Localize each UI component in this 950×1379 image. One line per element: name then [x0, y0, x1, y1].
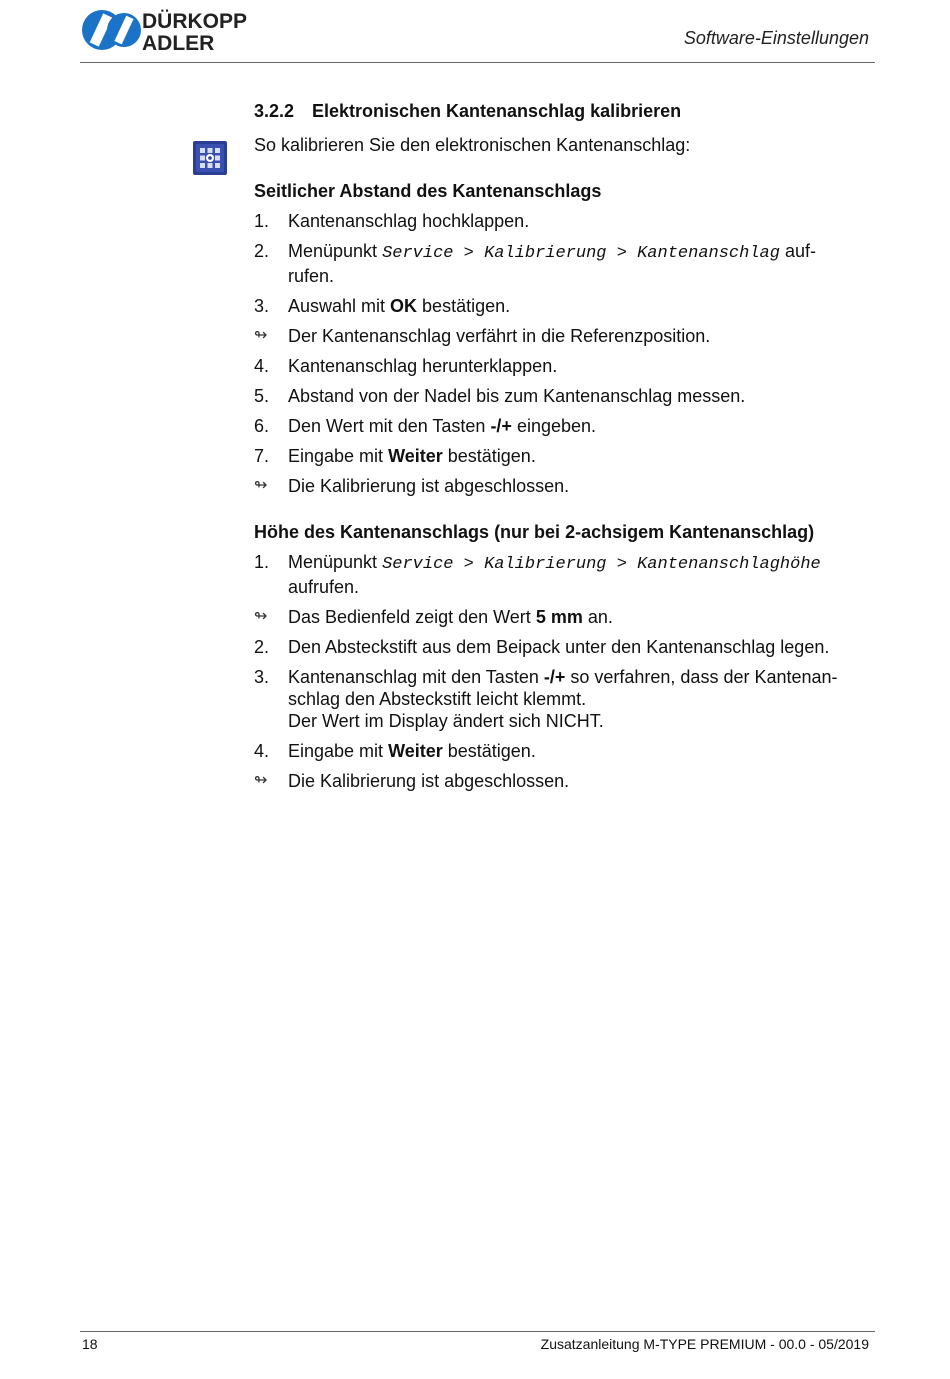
step-text: Kantenanschlag herunterklappen.	[288, 356, 558, 376]
key-label: -/+	[543, 667, 566, 687]
part1-heading: Seitlicher Abstand des Kantenanschlags	[254, 181, 602, 201]
list-item	[254, 770, 870, 792]
settings-grid-icon	[193, 141, 227, 175]
step-text: Der Wert im Display ändert sich NICHT.	[288, 711, 604, 731]
header-section-title: Software-Einstellungen	[683, 28, 869, 48]
step-text: eingeben.	[511, 416, 597, 436]
step-number: 1.	[254, 552, 270, 572]
page-number: 18	[82, 1336, 98, 1352]
step-text: Eingabe mit	[288, 446, 389, 466]
logo-line1: DÜRKOPP	[142, 10, 248, 33]
result-arrow-icon: ↬	[254, 608, 268, 625]
result-text: Die Kalibrierung ist abgeschlossen.	[288, 771, 570, 791]
result-arrow-icon: ↬	[254, 477, 268, 494]
list-item	[254, 445, 870, 467]
result-text: Der Kantenanschlag verfährt in die Referenzposition.	[288, 326, 711, 346]
result-arrow-icon: ↬	[254, 772, 268, 789]
list-item	[254, 551, 870, 598]
section-intro: So kalibrieren Sie den elektronischen Kantenanschlag:	[254, 135, 691, 155]
value-label: 5 mm	[535, 607, 583, 627]
step-number: 2.	[254, 241, 270, 261]
step-number: 3.	[254, 296, 270, 316]
step-text: Den Absteckstift aus dem Beipack unter den Kantenanschlag legen.	[288, 637, 830, 657]
step-number: 6.	[254, 416, 270, 436]
key-label: OK	[390, 296, 418, 316]
step-text: Auswahl mit	[288, 296, 391, 316]
step-text: so verfahren, dass der Kantenan-	[565, 667, 838, 687]
step-text: Kantenanschlag hochklappen.	[288, 211, 530, 231]
section-title: Elektronischen Kantenanschlag kalibrieren	[312, 101, 682, 121]
step-number: 1.	[254, 211, 270, 231]
list-item	[254, 606, 870, 628]
key-label: Weiter	[388, 446, 443, 466]
company-logo	[80, 8, 266, 54]
section-number: 3.2.2	[254, 101, 295, 121]
list-item	[254, 240, 870, 287]
step-number: 4.	[254, 741, 270, 761]
step-text: Kantenanschlag mit den Tasten	[288, 667, 544, 687]
step-text: Den Wert mit den Tasten	[288, 416, 491, 436]
step-number: 7.	[254, 446, 270, 466]
result-text: Das Bedienfeld zeigt den Wert	[288, 607, 536, 627]
step-number: 5.	[254, 386, 270, 406]
part2-heading: Höhe des Kantenanschlags (nur bei 2-achsigem Kantenanschlag)	[254, 522, 815, 542]
document-reference: Zusatzanleitung M-TYPE PREMIUM - 00.0 - 05/2019	[540, 1336, 869, 1352]
footer-divider	[80, 1331, 875, 1332]
list-item	[254, 740, 870, 762]
section-heading	[254, 100, 870, 124]
result-text: Die Kalibrierung ist abgeschlossen.	[288, 476, 570, 496]
logo-line2: ADLER	[142, 32, 215, 54]
menu-path: Service > Kalibrierung > Kantenanschlaghöhe	[382, 555, 821, 574]
step-text: Eingabe mit	[288, 741, 389, 761]
list-item	[254, 636, 870, 658]
key-label: -/+	[490, 416, 512, 436]
step-text: auf-	[779, 241, 816, 261]
step-text: rufen.	[288, 266, 335, 286]
step-text: schlag den Absteckstift leicht klemmt.	[288, 689, 587, 709]
menu-path: Service > Kalibrierung > Kantenanschlag	[382, 244, 780, 263]
step-text: Menüpunkt	[288, 241, 383, 261]
list-item	[254, 415, 870, 437]
header-divider	[80, 62, 875, 63]
result-arrow-icon: ↬	[254, 327, 268, 344]
key-label: Weiter	[388, 741, 443, 761]
list-item	[254, 325, 870, 347]
list-item	[254, 475, 870, 497]
list-item	[254, 666, 870, 732]
step-text: Menüpunkt	[288, 552, 383, 572]
step-number: 3.	[254, 667, 270, 687]
step-text: Abstand von der Nadel bis zum Kantenanschlag messen.	[288, 386, 746, 406]
step-number: 2.	[254, 637, 270, 657]
step-text: bestätigen.	[442, 741, 536, 761]
step-text: bestätigen.	[442, 446, 536, 466]
step-text: aufrufen.	[288, 577, 360, 597]
result-text: an.	[582, 607, 613, 627]
list-item	[254, 385, 870, 407]
step-text: bestätigen.	[417, 296, 511, 316]
list-item	[254, 355, 870, 377]
list-item	[254, 295, 870, 317]
step-number: 4.	[254, 356, 270, 376]
list-item	[254, 210, 870, 232]
main-content	[254, 100, 870, 800]
